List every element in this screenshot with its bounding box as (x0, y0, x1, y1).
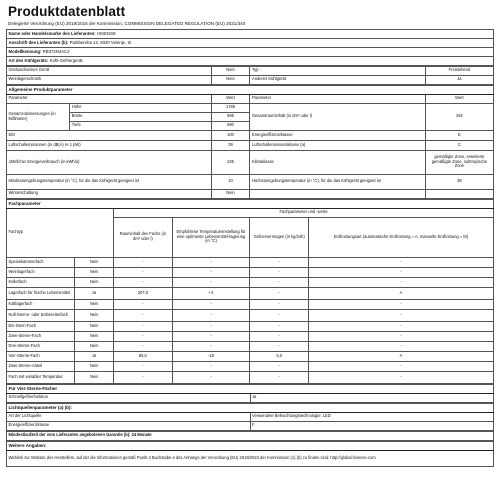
compartment-table (6, 199, 494, 384)
light-source-table (6, 403, 494, 431)
volume-value: 292 (425, 103, 493, 130)
type-label: Anderes Kühlgerät (250, 75, 425, 84)
type-table (6, 66, 494, 85)
compartment-freezing-capacity: - (250, 331, 308, 341)
compartment-rows (7, 257, 494, 383)
general-params-table (6, 85, 494, 199)
compartment-temperature: - (172, 321, 250, 331)
compartment-name: Lagerfach für frische Lebensmittel (7, 287, 75, 299)
volume-column-header: Rauminhalt des Fachs (in dm³ oder l) (114, 217, 172, 257)
compartment-defrost-type: - (308, 257, 493, 267)
light-type-label: Art der Lichtquelle (7, 412, 251, 421)
compartment-volume: - (114, 371, 172, 383)
compartment-temperature: -18 (172, 351, 250, 361)
model-label: Modellkennung: (8, 48, 42, 54)
compartment-volume: - (114, 341, 172, 351)
compartment-freezing-capacity: - (250, 341, 308, 351)
compartment-present: Ja (75, 287, 114, 299)
supplier-table (6, 29, 494, 66)
general-section-title: Allgemeine Produktparameter (7, 85, 494, 94)
compartment-present: Nein (75, 371, 114, 383)
type-label: Weinlagerschrank (7, 75, 212, 84)
compartment-row (7, 371, 494, 383)
compartment-row (7, 351, 494, 361)
model-cell (7, 47, 494, 56)
param-label: Luftschallemissionsklasse (a) (250, 140, 425, 150)
compartment-present: Nein (75, 321, 114, 331)
compartment-name: Weinlagerfach (7, 267, 75, 277)
compartment-freezing-capacity: - (250, 371, 308, 383)
param-label: Luftschallemissionen (in dB(A) re 1 pW) (7, 140, 212, 150)
type-value: Freistehend (425, 66, 493, 75)
param-value: 235 (211, 150, 250, 174)
compartment-present: Nein (75, 341, 114, 351)
compartment-name: Vier-Sterne-Fach (7, 351, 75, 361)
compartment-volume: - (114, 321, 172, 331)
guarantee-value: 24 Monate (131, 432, 152, 438)
info-table (6, 441, 494, 467)
header-value: Wert (211, 94, 250, 103)
compartment-volume: - (114, 267, 172, 277)
compartment-row (7, 361, 494, 371)
compartment-freezing-capacity: - (250, 267, 308, 277)
freezing-column-header: Gefriervermögen (in kg/24h) (250, 217, 308, 257)
compartment-temperature: - (172, 267, 250, 277)
guarantee-cell (7, 431, 494, 440)
compartment-name: Kellerfach (7, 277, 75, 287)
compartment-freezing-capacity: - (250, 361, 308, 371)
compartment-row (7, 299, 494, 309)
supplier-address-value: Parkbereba 12, 9320 Velenje, Si (69, 39, 132, 45)
dimension-value: 590 (211, 121, 250, 130)
temperature-column-header: Empfohlene Temperatureinstellung für eine optimierte Lebensmittel-lagerung (in °C) (172, 217, 250, 257)
compartment-defrost-type: - (308, 277, 493, 287)
compartment-defrost-type: - (308, 321, 493, 331)
compartment-temperature: - (172, 361, 250, 371)
volume-label: Gesamtrauminhalt (in dm³ oder l) (250, 103, 425, 130)
light-source-title: Lichtquellenparameter (a) (b): (7, 403, 494, 412)
compartment-row (7, 331, 494, 341)
compartment-name: Null-Sterne- oder Eisbereiterfach (7, 309, 75, 321)
compartment-group-header: Fachparameter und -werte (114, 208, 494, 217)
category-label: Art des Kühlgeräts: (8, 57, 49, 63)
param-label: EEI (7, 130, 212, 140)
compartment-present: Nein (75, 309, 114, 321)
info-title: Weitere Angaben: (7, 441, 494, 450)
quick-freeze-label: Schnellgefrierfunktion (7, 393, 251, 402)
compartment-present: Nein (75, 277, 114, 287)
type-value: Ja (425, 75, 493, 84)
compartment-row (7, 309, 494, 321)
compartment-present: Nein (75, 299, 114, 309)
compartment-temperature: - (172, 341, 250, 351)
compartment-present: Nein (75, 257, 114, 267)
supplier-address-label: Anschrift des Lieferanten (b): (8, 39, 69, 45)
param-label (250, 189, 425, 198)
compartment-row (7, 277, 494, 287)
compartment-present: Nein (75, 267, 114, 277)
param-label: Winterschaltung (7, 189, 212, 198)
compartment-name: Drei-Sterne-Fach (7, 341, 75, 351)
compartment-defrost-type: A (308, 287, 493, 299)
compartment-temperature: - (172, 277, 250, 287)
compartment-freezing-capacity: - (250, 277, 308, 287)
header-value: Wert (425, 94, 493, 103)
param-value: E (425, 130, 493, 140)
compartment-temperature: +4 (172, 287, 250, 299)
compartment-volume: - (114, 309, 172, 321)
compartment-row (7, 267, 494, 277)
compartment-row (7, 257, 494, 267)
compartment-row (7, 287, 494, 299)
compartment-name: Zwei-Sterne-Fach (7, 331, 75, 341)
compartment-name: Speisekammerfach (7, 257, 75, 267)
supplier-name-value: HISENSE (96, 30, 116, 36)
supplier-name-label: Name oder Handelsmarke des Lieferanten: (8, 30, 96, 36)
compartment-freezing-capacity: - (250, 321, 308, 331)
supplier-address-cell (7, 38, 494, 47)
compartment-freezing-capacity: - (250, 299, 308, 309)
category-value: Kühl-Gefriergerät (49, 57, 83, 63)
param-value (425, 189, 493, 198)
param-value: 39 (211, 140, 250, 150)
compartment-name: Kaltlagerfach (7, 299, 75, 309)
info-text: Weblink zur Website des Herstellers, auf der die Informationen gemäß Punkt 4 Buchstabe a des Anhangs der Verordnung (EU) 2019/2023 der Kommission (1) (b) zu finden sind: http://global.hisense.com (7, 450, 494, 466)
compartment-volume: 207,0 (114, 287, 172, 299)
dimension-value: 595 (211, 112, 250, 121)
compartment-present: Nein (75, 331, 114, 341)
compartment-defrost-type: - (308, 361, 493, 371)
dimension-label: Tiefe (70, 121, 211, 130)
dimension-label: Höhe (70, 103, 211, 112)
compartment-volume: - (114, 361, 172, 371)
param-value: Nein (211, 189, 250, 198)
compartment-row (7, 341, 494, 351)
compartment-temperature: - (172, 299, 250, 309)
defrost-column-header: Entfrostungsart (automatische Entfrostung = A, manuelle Entfrostung = M) (308, 217, 493, 257)
supplier-name-cell (7, 29, 494, 38)
compartment-defrost-type: - (308, 371, 493, 383)
compartment-freezing-capacity: - (250, 309, 308, 321)
compartment-volume: 85,0 (114, 351, 172, 361)
param-label: Energieeffizienzklasse (250, 130, 425, 140)
compartment-defrost-type: - (308, 267, 493, 277)
compartment-defrost-type: A (308, 351, 493, 361)
param-label: Mindestumgebungstemperatur (in °C), für die das Kühlgerät geeignet ist (7, 174, 212, 189)
page-title: Produktdatenblatt (8, 4, 126, 19)
compartment-freezing-capacity: - (250, 257, 308, 267)
compartment-temperature: - (172, 309, 250, 321)
four-star-title: Für Vier-Sterne-Fächer (7, 384, 494, 393)
light-class-label: Energieeffizienzklasse (7, 421, 251, 430)
type-label: Geräuscharmes Gerät (7, 66, 212, 75)
compartment-volume: - (114, 331, 172, 341)
guarantee-label: Mindestlaufzeit der vom Lieferanten angebotenen Garantie (b): (8, 432, 131, 438)
category-cell (7, 56, 494, 65)
param-value: 10 (211, 174, 250, 189)
compartment-row (7, 321, 494, 331)
type-label: Typ (250, 66, 425, 75)
compartment-volume: - (114, 299, 172, 309)
type-value: Nein (211, 66, 250, 75)
compartment-freezing-capacity: 5,0 (250, 351, 308, 361)
compartment-temperature: - (172, 257, 250, 267)
compartment-present: Ja (75, 351, 114, 361)
param-value: C (425, 140, 493, 150)
param-label: Jährlicher Energieverbrauch (in kWh/a) (7, 150, 212, 174)
param-label: Höchstumgebungstemperatur (in °C), für die das Kühlgerät geeignet ist (250, 174, 425, 189)
compartment-section-title: Fachparameter (7, 199, 494, 208)
compartment-freezing-capacity: - (250, 287, 308, 299)
compartment-defrost-type: - (308, 331, 493, 341)
compartment-temperature: - (172, 371, 250, 383)
compartment-volume: - (114, 277, 172, 287)
compartment-temperature: - (172, 331, 250, 341)
compartment-name: Fach mit variabler Temperatur (7, 371, 75, 383)
type-value: Nein (211, 75, 250, 84)
compartment-type-header: Fachtyp (7, 208, 114, 257)
compartment-defrost-type: - (308, 341, 493, 351)
model-value: RB372N4AC2 (42, 48, 70, 54)
compartment-name: Ein-Stern-Fach (7, 321, 75, 331)
compartment-present: Nein (75, 361, 114, 371)
header-param: Parameter (7, 94, 212, 103)
regulation-subtitle: Delegierte Verordnung (EU) 2019/2016 der Kommission, COMMISSION DELEGATED REGULATION (EU) 2021/340 (8, 21, 246, 26)
dimensions-label: Gesamt-abmessungen (in Millimeter) (7, 103, 70, 130)
param-value: 100 (211, 130, 250, 140)
param-value: gemäßigte Zone, erweiterte gemäßigte Zone, subtropische Zone (425, 150, 493, 174)
param-value: 38 (425, 174, 493, 189)
compartment-defrost-type: - (308, 299, 493, 309)
compartment-defrost-type: - (308, 309, 493, 321)
light-class-value: F (250, 421, 494, 430)
compartment-name: Zwei-Sterne-Abteil (7, 361, 75, 371)
param-label: Klimaklasse (250, 150, 425, 174)
quick-freeze-value: Ja (250, 393, 494, 402)
dimension-value: 1785 (211, 103, 250, 112)
dimension-label: Breite (70, 112, 211, 121)
guarantee-table (6, 431, 494, 441)
four-star-table (6, 384, 494, 403)
light-technology-value: Verwendete Beleuchtungstechnologie: LED (250, 412, 494, 421)
compartment-volume: - (114, 257, 172, 267)
header-param: Parameter (250, 94, 425, 103)
product-datasheet (6, 0, 494, 467)
